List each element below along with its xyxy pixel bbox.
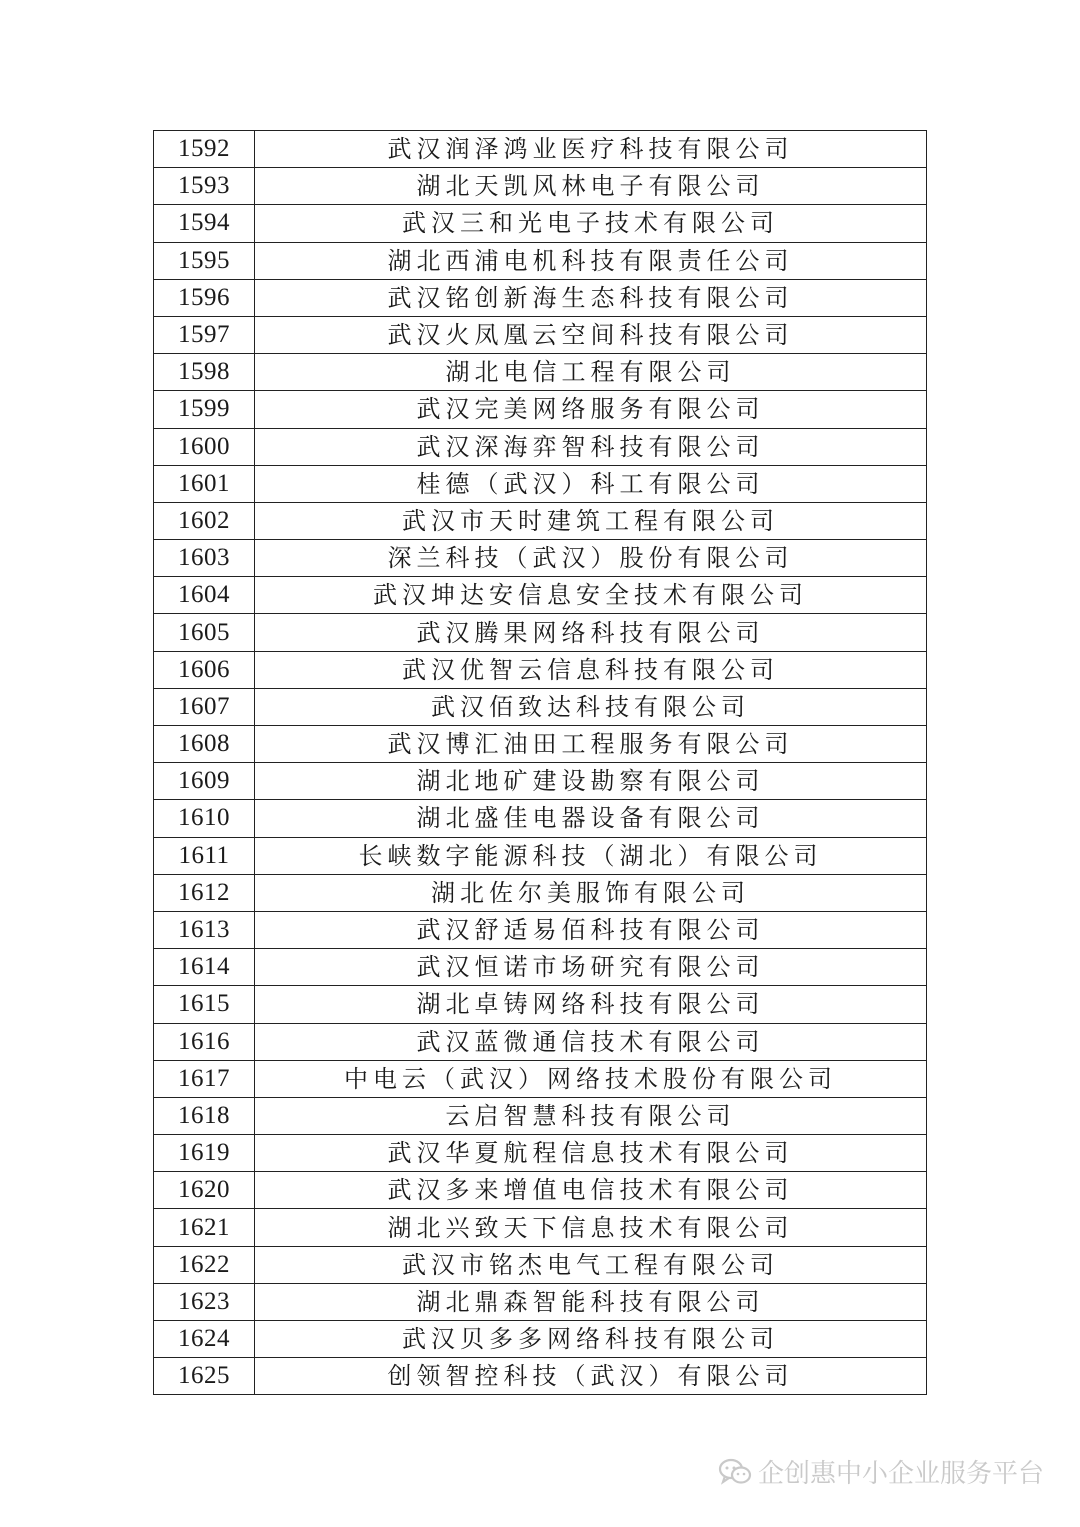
- company-name: 桂德（武汉）科工有限公司: [255, 465, 927, 502]
- source-watermark: [718, 1453, 1044, 1490]
- company-name: 云启智慧科技有限公司: [255, 1097, 927, 1134]
- row-number: 1621: [154, 1209, 255, 1246]
- company-name: 武汉深海弈智科技有限公司: [255, 428, 927, 465]
- row-number: 1596: [154, 279, 255, 316]
- table-row: [154, 688, 927, 725]
- row-number: 1610: [154, 800, 255, 837]
- company-name: 武汉市铭杰电气工程有限公司: [255, 1246, 927, 1283]
- table-row: [154, 577, 927, 614]
- company-name: 武汉恒诺市场研究有限公司: [255, 949, 927, 986]
- row-number: 1620: [154, 1172, 255, 1209]
- table-row: [154, 242, 927, 279]
- table-row: [154, 726, 927, 763]
- row-number: 1616: [154, 1023, 255, 1060]
- company-list-table: [153, 130, 927, 1395]
- company-name: 湖北卓铸网络科技有限公司: [255, 986, 927, 1023]
- company-name: 武汉市天时建筑工程有限公司: [255, 502, 927, 539]
- company-name: 湖北西浦电机科技有限责任公司: [255, 242, 927, 279]
- table-row: [154, 316, 927, 353]
- company-name: 创领智控科技（武汉）有限公司: [255, 1358, 927, 1395]
- row-number: 1594: [154, 205, 255, 242]
- company-name: 武汉华夏航程信息技术有限公司: [255, 1135, 927, 1172]
- table-row: [154, 168, 927, 205]
- row-number: 1593: [154, 168, 255, 205]
- company-name: 长峡数字能源科技（湖北）有限公司: [255, 837, 927, 874]
- table-row: [154, 205, 927, 242]
- row-number: 1597: [154, 316, 255, 353]
- row-number: 1606: [154, 651, 255, 688]
- company-name: 武汉博汇油田工程服务有限公司: [255, 726, 927, 763]
- row-number: 1618: [154, 1097, 255, 1134]
- row-number: 1604: [154, 577, 255, 614]
- company-name: 武汉贝多多网络科技有限公司: [255, 1321, 927, 1358]
- row-number: 1608: [154, 726, 255, 763]
- table-row: [154, 279, 927, 316]
- company-name: 深兰科技（武汉）股份有限公司: [255, 540, 927, 577]
- company-name: 武汉舒适易佰科技有限公司: [255, 911, 927, 948]
- table-row: [154, 354, 927, 391]
- row-number: 1612: [154, 874, 255, 911]
- table-row: [154, 1321, 927, 1358]
- table-row: [154, 949, 927, 986]
- table-row: [154, 1023, 927, 1060]
- company-name: 武汉三和光电子技术有限公司: [255, 205, 927, 242]
- company-name: 武汉润泽鸿业医疗科技有限公司: [255, 131, 927, 168]
- company-list-body: [154, 131, 927, 1395]
- table-row: [154, 1172, 927, 1209]
- row-number: 1602: [154, 502, 255, 539]
- table-row: [154, 502, 927, 539]
- table-row: [154, 1283, 927, 1320]
- row-number: 1614: [154, 949, 255, 986]
- row-number: 1613: [154, 911, 255, 948]
- row-number: 1605: [154, 614, 255, 651]
- company-name: 湖北佐尔美服饰有限公司: [255, 874, 927, 911]
- table-row: [154, 1246, 927, 1283]
- company-name: 湖北兴致天下信息技术有限公司: [255, 1209, 927, 1246]
- table-row: [154, 874, 927, 911]
- company-name: 武汉多来增值电信技术有限公司: [255, 1172, 927, 1209]
- row-number: 1603: [154, 540, 255, 577]
- wechat-icon: [718, 1457, 752, 1487]
- company-name: 武汉腾果网络科技有限公司: [255, 614, 927, 651]
- row-number: 1600: [154, 428, 255, 465]
- company-name: 武汉火凤凰云空间科技有限公司: [255, 316, 927, 353]
- company-list-table-container: [153, 130, 927, 1395]
- company-name: 武汉蓝微通信技术有限公司: [255, 1023, 927, 1060]
- table-row: [154, 131, 927, 168]
- company-name: 湖北盛佳电器设备有限公司: [255, 800, 927, 837]
- table-row: [154, 1060, 927, 1097]
- row-number: 1611: [154, 837, 255, 874]
- row-number: 1615: [154, 986, 255, 1023]
- table-row: [154, 763, 927, 800]
- company-name: 武汉佰致达科技有限公司: [255, 688, 927, 725]
- company-name: 湖北天凯风林电子有限公司: [255, 168, 927, 205]
- table-row: [154, 1097, 927, 1134]
- row-number: 1595: [154, 242, 255, 279]
- table-row: [154, 800, 927, 837]
- company-name: 湖北地矿建设勘察有限公司: [255, 763, 927, 800]
- company-name: 武汉坤达安信息安全技术有限公司: [255, 577, 927, 614]
- row-number: 1622: [154, 1246, 255, 1283]
- company-name: 湖北电信工程有限公司: [255, 354, 927, 391]
- table-row: [154, 1358, 927, 1395]
- row-number: 1599: [154, 391, 255, 428]
- company-name: 武汉完美网络服务有限公司: [255, 391, 927, 428]
- company-name: 武汉铭创新海生态科技有限公司: [255, 279, 927, 316]
- row-number: 1623: [154, 1283, 255, 1320]
- table-row: [154, 837, 927, 874]
- row-number: 1598: [154, 354, 255, 391]
- table-row: [154, 391, 927, 428]
- row-number: 1624: [154, 1321, 255, 1358]
- row-number: 1601: [154, 465, 255, 502]
- company-name: 中电云（武汉）网络技术股份有限公司: [255, 1060, 927, 1097]
- table-row: [154, 651, 927, 688]
- table-row: [154, 911, 927, 948]
- company-name: 湖北鼎森智能科技有限公司: [255, 1283, 927, 1320]
- row-number: 1619: [154, 1135, 255, 1172]
- row-number: 1625: [154, 1358, 255, 1395]
- watermark-text: 企创惠中小企业服务平台: [757, 1459, 1044, 1489]
- table-row: [154, 1209, 927, 1246]
- table-row: [154, 540, 927, 577]
- row-number: 1617: [154, 1060, 255, 1097]
- table-row: [154, 428, 927, 465]
- company-name: 武汉优智云信息科技有限公司: [255, 651, 927, 688]
- table-row: [154, 986, 927, 1023]
- row-number: 1609: [154, 763, 255, 800]
- row-number: 1607: [154, 688, 255, 725]
- row-number: 1592: [154, 131, 255, 168]
- table-row: [154, 614, 927, 651]
- table-row: [154, 465, 927, 502]
- table-row: [154, 1135, 927, 1172]
